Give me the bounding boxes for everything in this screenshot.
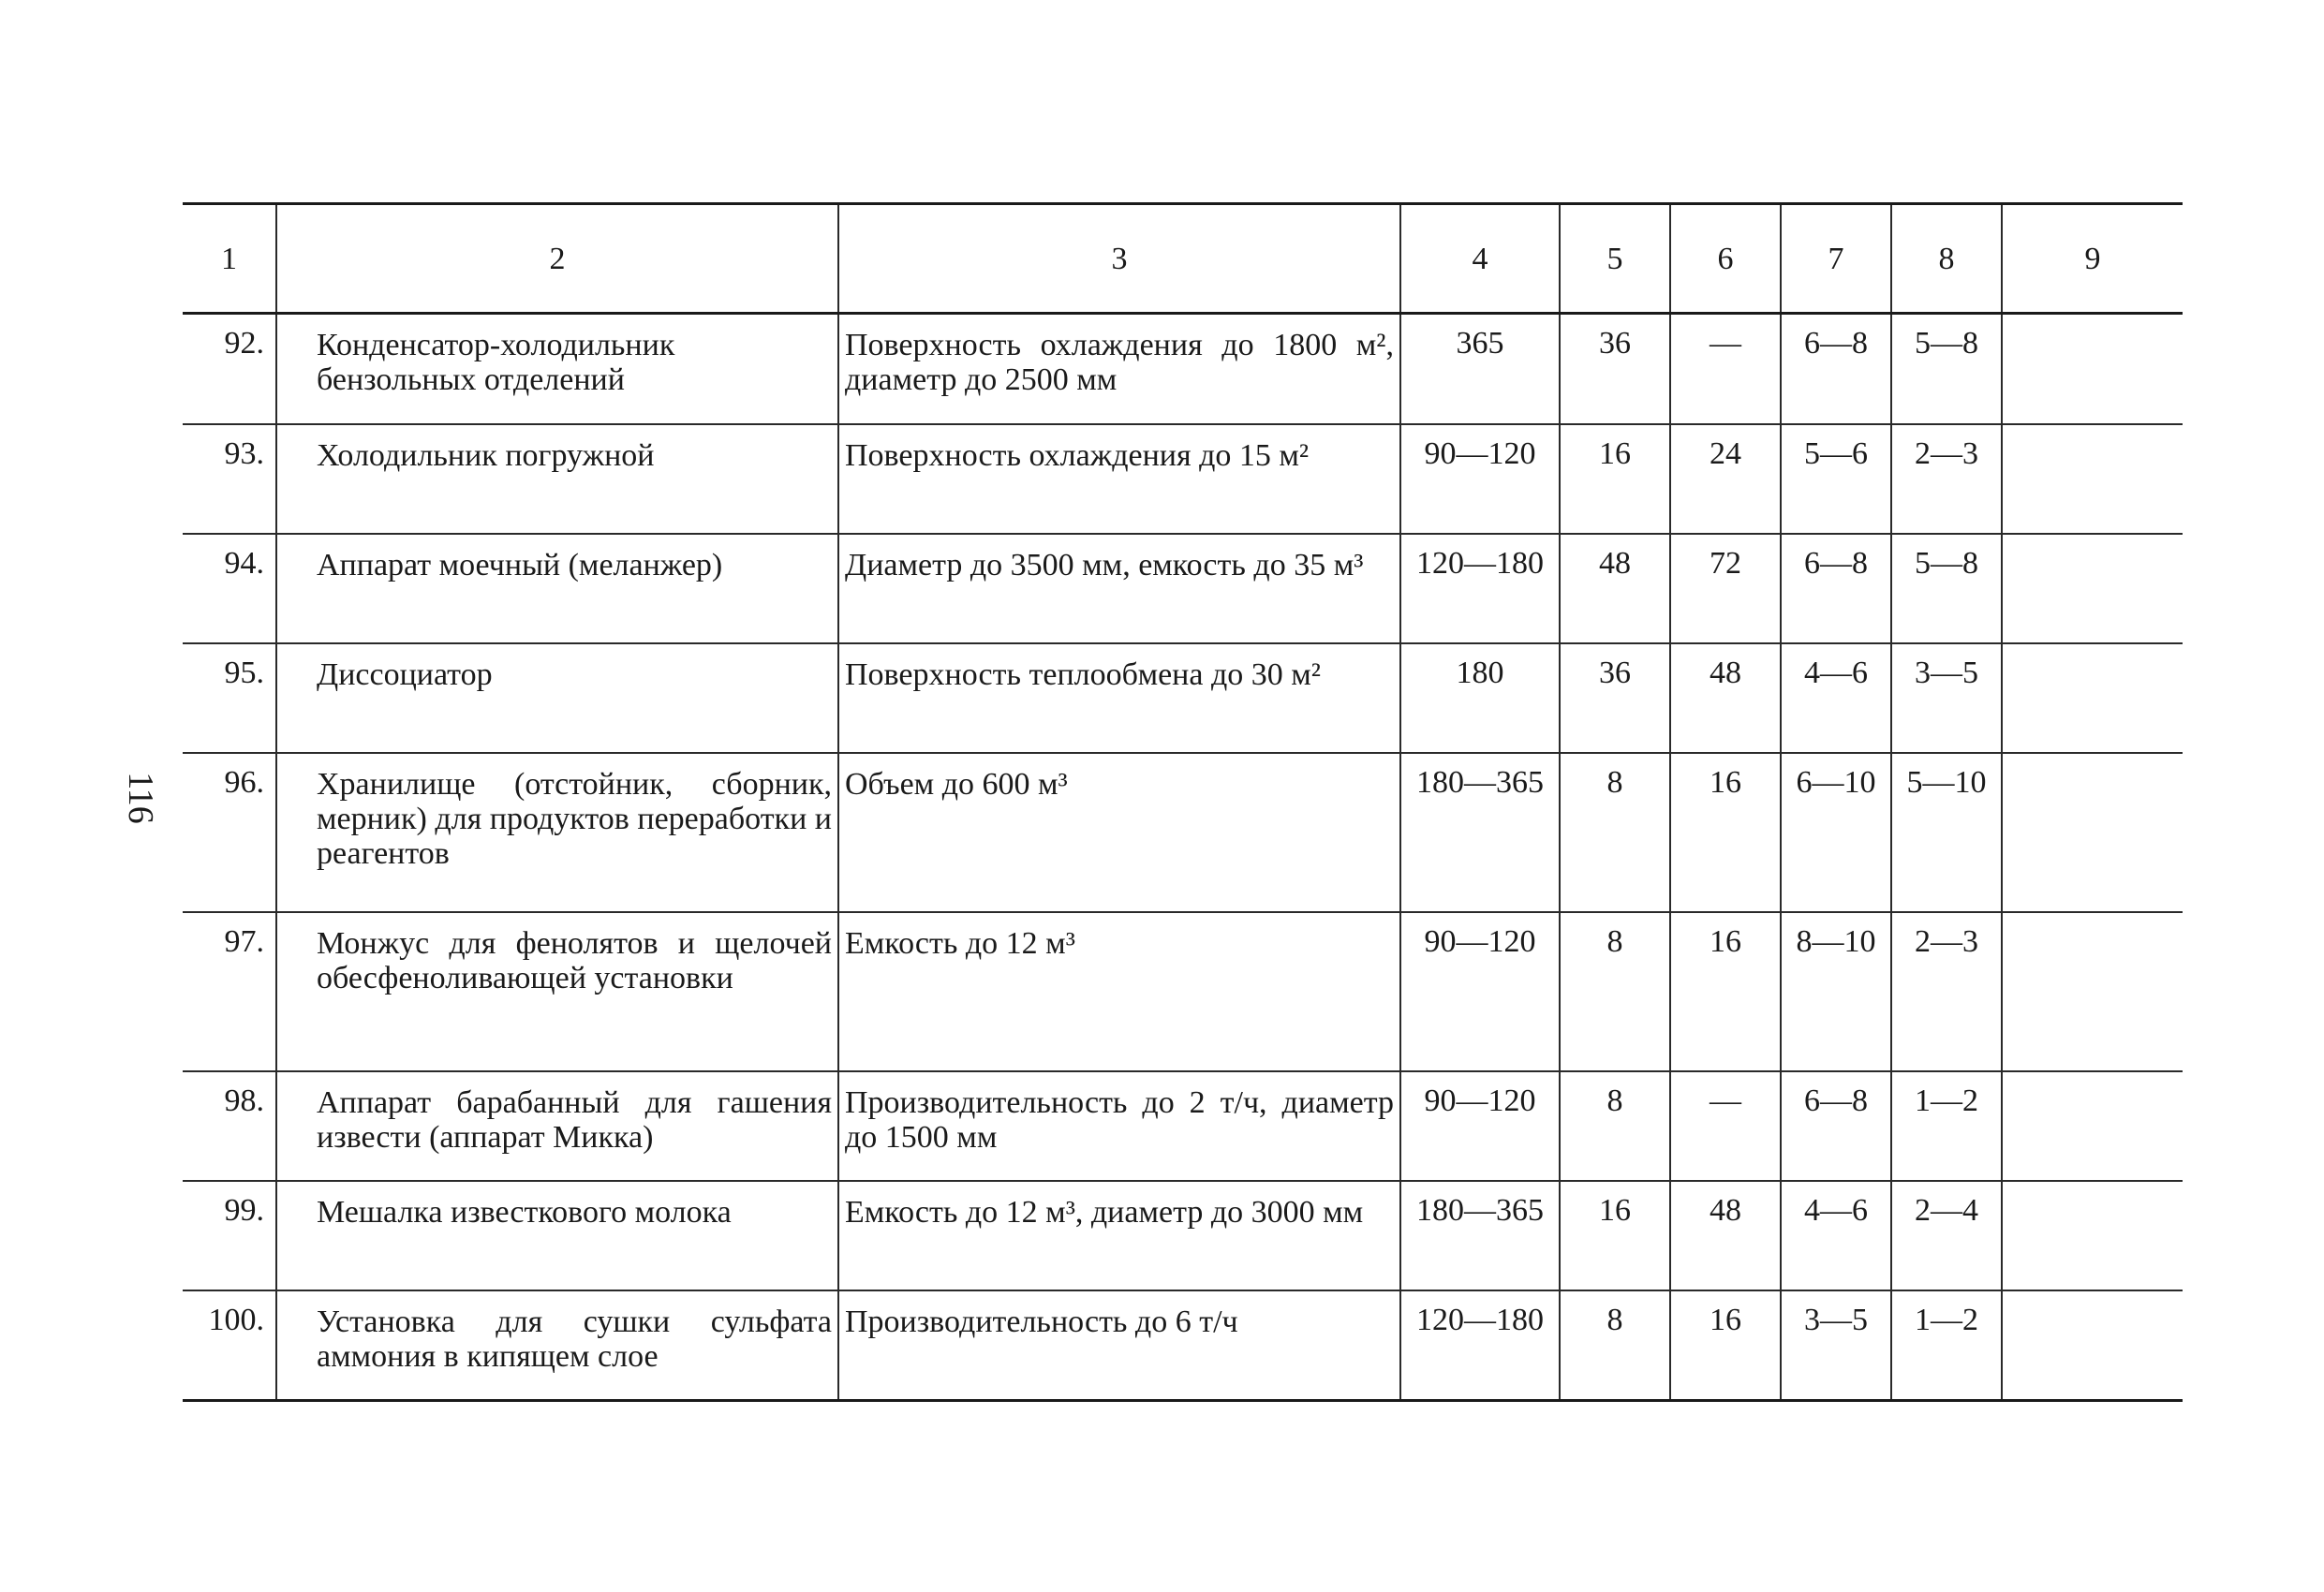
column-header-9: 9: [2002, 204, 2183, 314]
col9-value: [2002, 753, 2183, 912]
col9-value: [2002, 314, 2183, 424]
row-number: 93.: [224, 435, 264, 471]
equipment-name: Конденсатор-холодильник бензольных отделений: [276, 314, 838, 424]
row-number: 98.: [224, 1083, 264, 1118]
col9-value: [2002, 912, 2183, 1071]
col7-value: 6—8: [1781, 534, 1891, 643]
col4-value: 120—180: [1400, 1290, 1560, 1401]
equipment-spec: Поверхность охлаждения до 1800 м², диаметр до 2500 мм: [838, 314, 1400, 424]
row-number: 100.: [208, 1302, 264, 1337]
row-number: 92.: [224, 326, 264, 361]
col9-value: [2002, 1071, 2183, 1181]
column-header-4: 4: [1400, 204, 1560, 314]
col6-value: 48: [1670, 1181, 1781, 1290]
col4-value: 365: [1400, 314, 1560, 424]
col8-value: 2—3: [1891, 424, 2002, 534]
col6-value: 24: [1670, 424, 1781, 534]
equipment-name: Аппарат барабанный для гашения извести (аппарат Микка): [276, 1071, 838, 1181]
col6-value: 72: [1670, 534, 1781, 643]
col6-value: —: [1670, 314, 1781, 424]
col4-value: 180: [1400, 643, 1560, 753]
table-row: [183, 912, 2183, 1071]
table-row: [183, 753, 2183, 912]
column-header-1: 1: [221, 241, 237, 276]
equipment-table: [183, 202, 2183, 1402]
col5-value: 48: [1560, 534, 1670, 643]
col5-value: 8: [1560, 1071, 1670, 1181]
equipment-name: Установка для сушки сульфата аммония в кипящем слое: [276, 1290, 838, 1401]
column-header-5: 5: [1560, 204, 1670, 314]
equipment-name: Мешалка известкового молока: [276, 1181, 838, 1290]
col4-value: 90—120: [1400, 912, 1560, 1071]
col7-value: 6—10: [1781, 753, 1891, 912]
col7-value: 6—8: [1781, 1071, 1891, 1181]
equipment-name: Хранилище (отстойник, сборник, мерник) для продуктов переработки и реагентов: [276, 753, 838, 912]
table-header-row: [183, 204, 2183, 314]
equipment-name: Диссоциатор: [276, 643, 838, 753]
equipment-spec: Производительность до 6 т/ч: [838, 1290, 1400, 1401]
equipment-spec: Диаметр до 3500 мм, емкость до 35 м³: [838, 534, 1400, 643]
col8-value: 5—8: [1891, 314, 2002, 424]
equipment-spec: Объем до 600 м³: [838, 753, 1400, 912]
col5-value: 36: [1560, 314, 1670, 424]
col4-value: 120—180: [1400, 534, 1560, 643]
col8-value: 1—2: [1891, 1290, 2002, 1401]
row-number: 94.: [224, 545, 264, 581]
equipment-name: Монжус для фенолятов и щелочей обесфеноливающей установки: [276, 912, 838, 1071]
column-header-3: 3: [838, 204, 1400, 314]
col5-value: 16: [1560, 424, 1670, 534]
table-row: [183, 1290, 2183, 1401]
col8-value: 2—4: [1891, 1181, 2002, 1290]
col7-value: 3—5: [1781, 1290, 1891, 1401]
table-row: [183, 314, 2183, 424]
col4-value: 90—120: [1400, 1071, 1560, 1181]
col9-value: [2002, 424, 2183, 534]
col8-value: 3—5: [1891, 643, 2002, 753]
col8-value: 5—8: [1891, 534, 2002, 643]
equipment-spec: Производительность до 2 т/ч, диаметр до 1500 мм: [838, 1071, 1400, 1181]
col4-value: 90—120: [1400, 424, 1560, 534]
col6-value: —: [1670, 1071, 1781, 1181]
col5-value: 8: [1560, 1290, 1670, 1401]
col6-value: 48: [1670, 643, 1781, 753]
table-row: [183, 1181, 2183, 1290]
equipment-spec: Поверхность теплообмена до 30 м²: [838, 643, 1400, 753]
row-number: 96.: [224, 764, 264, 800]
col6-value: 16: [1670, 1290, 1781, 1401]
equipment-spec: Емкость до 12 м³: [838, 912, 1400, 1071]
table-row: [183, 424, 2183, 534]
equipment-spec: Поверхность охлаждения до 15 м²: [838, 424, 1400, 534]
table-row: [183, 534, 2183, 643]
row-number: 95.: [224, 655, 264, 690]
col4-value: 180—365: [1400, 1181, 1560, 1290]
col9-value: [2002, 534, 2183, 643]
col8-value: 2—3: [1891, 912, 2002, 1071]
table-row: [183, 643, 2183, 753]
equipment-name: Аппарат моечный (меланжер): [276, 534, 838, 643]
col5-value: 36: [1560, 643, 1670, 753]
column-header-8: 8: [1891, 204, 2002, 314]
row-number: 99.: [224, 1192, 264, 1228]
col8-value: 1—2: [1891, 1071, 2002, 1181]
page-number: 116: [120, 772, 160, 824]
table-row: [183, 1071, 2183, 1181]
col7-value: 8—10: [1781, 912, 1891, 1071]
equipment-spec: Емкость до 12 м³, диаметр до 3000 мм: [838, 1181, 1400, 1290]
col5-value: 16: [1560, 1181, 1670, 1290]
row-number: 97.: [224, 923, 264, 959]
col9-value: [2002, 1181, 2183, 1290]
col9-value: [2002, 1290, 2183, 1401]
col9-value: [2002, 643, 2183, 753]
col8-value: 5—10: [1891, 753, 2002, 912]
col7-value: 5—6: [1781, 424, 1891, 534]
column-header-6: 6: [1670, 204, 1781, 314]
col4-value: 180—365: [1400, 753, 1560, 912]
col7-value: 4—6: [1781, 643, 1891, 753]
column-header-2: 2: [276, 204, 838, 314]
equipment-name: Холодильник погружной: [276, 424, 838, 534]
col5-value: 8: [1560, 912, 1670, 1071]
col6-value: 16: [1670, 912, 1781, 1071]
col5-value: 8: [1560, 753, 1670, 912]
col7-value: 6—8: [1781, 314, 1891, 424]
column-header-7: 7: [1781, 204, 1891, 314]
col6-value: 16: [1670, 753, 1781, 912]
col7-value: 4—6: [1781, 1181, 1891, 1290]
